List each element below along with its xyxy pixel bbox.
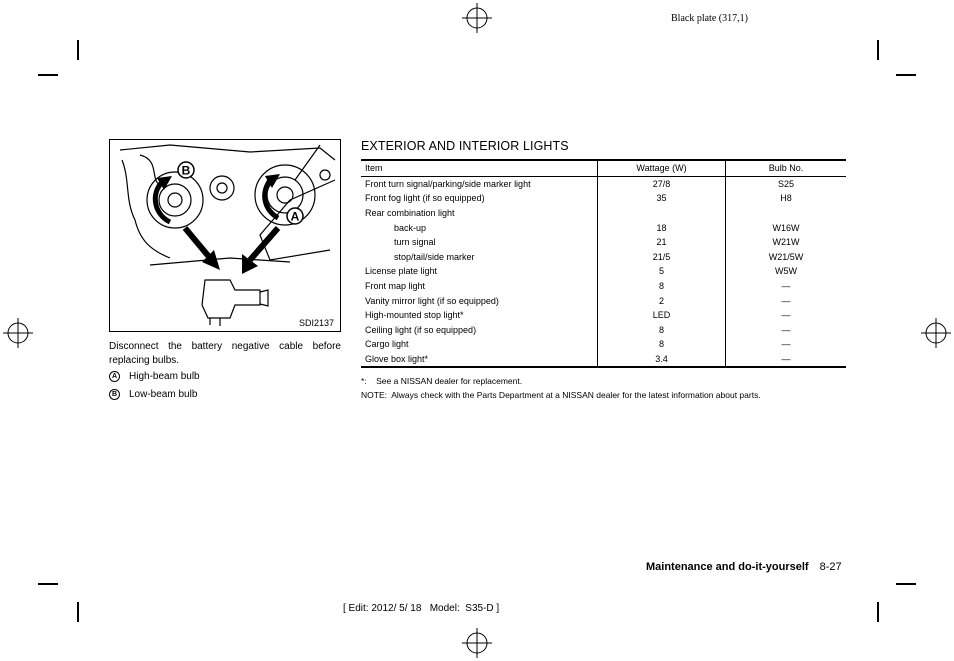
cell-item: Front fog light (if so equipped) [365,193,485,204]
column-header-item: Item [361,160,598,176]
cell-bulb-no: W21/5W [726,250,847,265]
cell-item: Vanity mirror light (if so equipped) [365,295,499,306]
column-header-bulb-no: Bulb No. [726,160,847,176]
crop-mark [896,74,916,76]
cell-bulb-no: — [726,337,847,352]
cell-item: back-up [394,222,427,233]
page-number: 8-27 [819,561,842,573]
cell-wattage: 5 [598,264,726,279]
table-row [361,220,846,235]
cell-bulb-no: — [726,293,847,308]
table-row [361,206,846,221]
headlight-bulb-figure [109,139,341,332]
legend-letter-a: A [109,371,120,382]
table-row [361,250,846,265]
table-header-row [361,160,846,176]
cell-bulb-no: — [726,323,847,338]
cell-bulb-no: W21W [726,235,847,250]
crop-mark [77,40,79,60]
cell-item: Front turn signal/parking/side marker light [365,178,531,189]
cell-wattage: 21 [598,235,726,250]
table-row [361,191,846,206]
registration-mark-icon [3,318,33,348]
crop-mark [877,40,879,60]
table-row [361,235,846,250]
figure-code: SDI2137 [298,318,334,328]
table-row [361,279,846,294]
cell-bulb-no: W5W [726,264,847,279]
plate-label: Black plate (317,1) [671,13,748,24]
section-title: EXTERIOR AND INTERIOR LIGHTS [361,139,569,153]
page-footer [646,561,842,573]
registration-mark-icon [462,628,492,658]
cell-bulb-no [726,206,847,221]
legend-letter-b: B [109,389,120,400]
cell-wattage: 8 [598,337,726,352]
cell-wattage: 3.4 [598,352,726,368]
crop-mark [877,602,879,622]
registration-mark-icon [462,3,492,33]
cell-wattage [598,206,726,221]
legend-label: High-beam bulb [129,371,200,382]
table-row [361,293,846,308]
cell-item: Cargo light [365,339,409,350]
table-row [361,308,846,323]
battery-instruction: Disconnect the battery negative cable before replacing bulbs. [109,341,341,366]
cell-wattage: 21/5 [598,250,726,265]
cell-item: License plate light [365,266,438,277]
cell-bulb-no: S25 [726,176,847,191]
crop-mark [896,583,916,585]
cell-bulb-no: — [726,352,847,368]
cell-wattage: 18 [598,220,726,235]
cell-item: turn signal [394,237,436,248]
footer-section: Maintenance and do-it-yourself [646,561,809,573]
cell-wattage: 8 [598,279,726,294]
legend-item-high-beam [109,371,200,382]
edit-line: [ Edit: 2012/ 5/ 18 Model: S35-D ] [343,603,500,614]
crop-mark [77,602,79,622]
column-header-wattage: Wattage (W) [598,160,726,176]
cell-item: Ceiling light (if so equipped) [365,324,477,335]
table-row [361,352,846,368]
headlight-assembly-illustration [110,140,340,331]
cell-bulb-no: — [726,308,847,323]
table-row [361,264,846,279]
cell-bulb-no: H8 [726,191,847,206]
cell-wattage: LED [598,308,726,323]
cell-bulb-no: W16W [726,220,847,235]
footnote: *: See a NISSAN dealer for replacement. [361,376,523,386]
crop-mark [38,583,58,585]
crop-mark [38,74,58,76]
cell-wattage: 8 [598,323,726,338]
cell-item: High-mounted stop light* [365,310,464,321]
registration-mark-icon [921,318,951,348]
callout-a: A [290,209,300,224]
cell-item: Rear combination light [365,208,455,219]
legend-item-low-beam [109,389,197,400]
cell-item: stop/tail/side marker [394,251,475,262]
cell-bulb-no: — [726,279,847,294]
table-row [361,337,846,352]
table-row [361,323,846,338]
cell-wattage: 27/8 [598,176,726,191]
parts-note: NOTE: Always check with the Parts Department at a NISSAN dealer for the latest information about parts. [361,390,761,400]
cell-item: Front map light [365,281,426,292]
cell-wattage: 2 [598,293,726,308]
bulb-specification-table [361,159,846,368]
legend-label: Low-beam bulb [129,389,198,400]
cell-wattage: 35 [598,191,726,206]
cell-item: Glove box light* [365,354,429,365]
table-row [361,176,846,191]
callout-b: B [181,163,191,178]
